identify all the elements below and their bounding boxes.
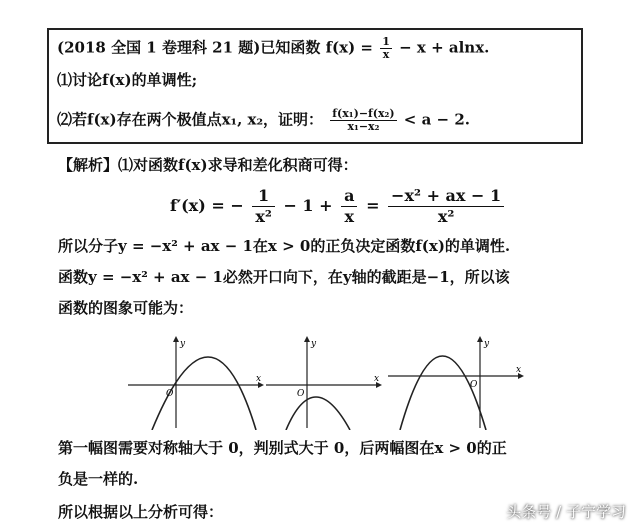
part2-denominator: x₁−x₂ bbox=[347, 120, 380, 133]
problem-statement bbox=[57, 36, 489, 61]
graph-1-y-arrow bbox=[173, 336, 179, 342]
derivative-equals: = bbox=[366, 196, 380, 215]
graph-2-y-label: y bbox=[311, 339, 317, 349]
function-rest: − x + alnx. bbox=[399, 38, 490, 57]
solution-line4: 第一幅图需要对称轴大于 0，判别式大于 0，后两幅图在x > 0的正 bbox=[58, 439, 507, 457]
graph-3-origin: O bbox=[470, 380, 478, 390]
part2-prefix: ⑵若f(x)存在两个极值点x₁, x₂，证明： bbox=[57, 110, 324, 129]
graph-1-origin: O bbox=[166, 389, 174, 399]
graph-2 bbox=[262, 334, 382, 430]
derivative-lhs: f′(x) = − bbox=[170, 196, 244, 215]
solution-intro: 【解析】⑴对函数f(x)求导和差化积商可得： bbox=[58, 156, 358, 174]
graph-2-y-arrow bbox=[304, 336, 310, 342]
derivative-mid: − 1 + bbox=[283, 196, 333, 215]
graph-3 bbox=[384, 334, 524, 430]
derivative-fraction-2-num: a bbox=[341, 186, 357, 207]
fraction-denominator: x bbox=[382, 48, 390, 61]
derivative-fraction-3-num: −x² + ax − 1 bbox=[388, 186, 504, 207]
fraction-numerator: 1 bbox=[382, 35, 390, 48]
graph-2-x-label: x bbox=[374, 374, 380, 384]
derivative-fraction-1-den: x² bbox=[255, 207, 272, 226]
graph-3-y-arrow bbox=[477, 336, 483, 342]
graph-2-parabola bbox=[286, 397, 350, 430]
part2-fraction bbox=[330, 108, 396, 133]
problem-part2 bbox=[57, 108, 470, 133]
derivative-fraction-1-num: 1 bbox=[252, 186, 275, 207]
graph-3-x-label: x bbox=[516, 365, 522, 375]
graph-3-y-label: y bbox=[484, 339, 490, 349]
function-lhs: f(x) = bbox=[325, 38, 373, 57]
derivative-fraction-3 bbox=[388, 186, 504, 227]
problem-part1: ⑴讨论f(x)的单调性; bbox=[57, 71, 198, 89]
solution-line5: 负是一样的. bbox=[58, 470, 139, 488]
graph-2-origin: O bbox=[297, 389, 305, 399]
derivative-formula bbox=[170, 186, 507, 227]
problem-header: (2018 全国 1 卷理科 21 题)已知函数 bbox=[57, 38, 321, 57]
part2-numerator: f(x₁)−f(x₂) bbox=[332, 107, 395, 120]
graph-3-parabola bbox=[400, 356, 486, 430]
derivative-fraction-2-den: x bbox=[344, 207, 355, 226]
solution-line1: 所以分子y = −x² + ax − 1在x > 0的正负决定函数f(x)的单调性. bbox=[58, 237, 511, 255]
derivative-fraction-1 bbox=[252, 186, 275, 227]
solution-line2: 函数y = −x² + ax − 1必然开口向下，在y轴的截距是−1，所以该 bbox=[58, 268, 510, 286]
function-fraction bbox=[380, 36, 392, 61]
derivative-fraction-3-den: x² bbox=[437, 207, 455, 226]
derivative-fraction-2 bbox=[341, 186, 357, 227]
graph-1 bbox=[124, 334, 264, 430]
solution-line6: 所以根据以上分析可得： bbox=[58, 503, 224, 521]
graph-1-y-label: y bbox=[180, 339, 186, 349]
solution-line3: 函数的图象可能为： bbox=[58, 299, 194, 317]
part2-suffix: < a − 2. bbox=[403, 110, 470, 129]
watermark: 头条号 / 子宁学习 bbox=[506, 503, 626, 521]
graph-1-x-label: x bbox=[256, 374, 262, 384]
